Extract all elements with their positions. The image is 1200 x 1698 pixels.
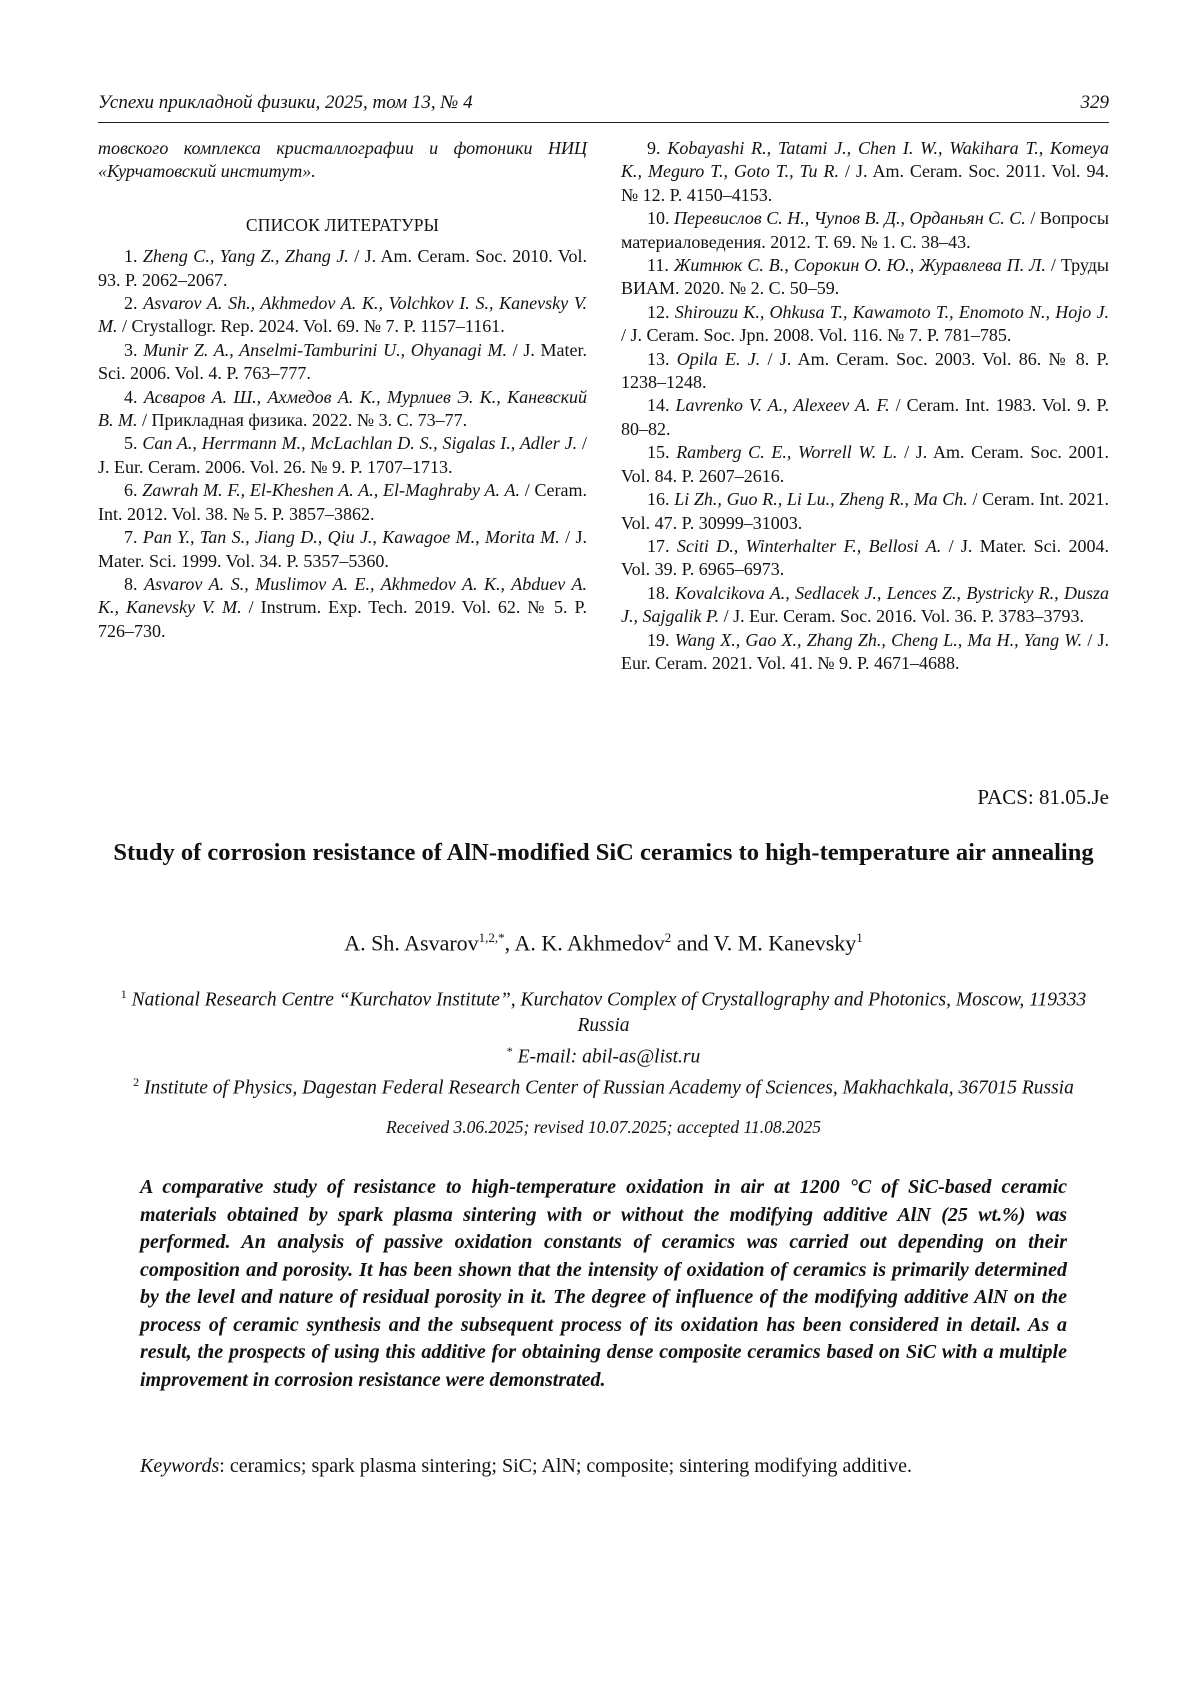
reference-source: / J. Mater. Sci. 1999. Vol. 34. P. 5357–5360. [98, 527, 587, 570]
keywords-text: : ceramics; spark plasma sintering; SiC; AlN; composite; sintering modifying additive. [219, 1455, 912, 1477]
journal-title: Успехи прикладной физики, 2025, том 13, № 4 [98, 92, 473, 114]
keywords [140, 1453, 1067, 1481]
reference-source: / Труды ВИАМ. 2020. № 2. С. 50–59. [621, 255, 1109, 298]
reference-item [98, 432, 587, 479]
author-affiliation-mark: 1,2,* [479, 930, 505, 945]
reference-source: / J. Mater. Sci. 2006. Vol. 4. P. 763–777. [98, 340, 587, 383]
reference-number: 18. [647, 583, 670, 603]
reference-number: 11. [647, 255, 669, 275]
page [0, 0, 1200, 1698]
reference-number: 7. [124, 527, 138, 547]
reference-authors: Pan Y., Tan S., Jiang D., Qiu J., Kawagoe M., Morita M. [143, 527, 560, 547]
reference-item [621, 254, 1109, 301]
affiliation-text: Institute of Physics, Dagestan Federal Research Center of Russian Academy of Sciences, Makhachkala, 367015 Russia [139, 1077, 1074, 1098]
author-line [98, 930, 1109, 956]
reference-source: / Ceram. Int. 2012. Vol. 38. № 5. P. 3857–3862. [98, 480, 587, 523]
reference-item [621, 488, 1109, 535]
pacs-code: PACS: 81.05.Je [977, 785, 1109, 810]
reference-source: / Instrum. Exp. Tech. 2019. Vol. 62. № 5. P. 726–730. [98, 597, 587, 640]
received-dates: Received 3.06.2025; revised 10.07.2025; accepted 11.08.2025 [98, 1117, 1109, 1138]
reference-source: / J. Am. Ceram. Soc. 2011. Vol. 94. № 12. P. 4150–4153. [621, 161, 1109, 204]
reference-number: 10. [647, 208, 670, 228]
reference-number: 5. [124, 433, 138, 453]
reference-source: / J. Ceram. Soc. Jpn. 2008. Vol. 116. № 7. P. 781–785. [621, 325, 1011, 345]
reference-source: / Прикладная физика. 2022. № 3. С. 73–77. [138, 410, 468, 430]
reference-item [621, 137, 1109, 207]
reference-item [621, 207, 1109, 254]
reference-number: 2. [124, 293, 138, 313]
reference-source: / J. Am. Ceram. Soc. 2010. Vol. 93. P. 2062–2067. [98, 246, 587, 289]
reference-number: 6. [124, 480, 138, 500]
reference-item [98, 292, 587, 339]
reference-item [621, 441, 1109, 488]
reference-item [98, 479, 587, 526]
reference-source: / Вопросы материаловедения. 2012. Т. 69. № 1. С. 38–43. [621, 208, 1109, 251]
reference-item [98, 526, 587, 573]
reference-number: 16. [647, 489, 670, 509]
reference-source: / Ceram. Int. 1983. Vol. 9. P. 80–82. [621, 395, 1109, 438]
author-name: A. Sh. Asvarov [344, 930, 478, 955]
reference-item [621, 535, 1109, 582]
reference-authors: Shirouzu K., Ohkusa T., Kawamoto T., Enomoto N., Hojo J. [675, 302, 1109, 322]
reference-authors: Can A., Herrmann M., McLachlan D. S., Sigalas I., Adler J. [142, 433, 577, 453]
reference-item [621, 582, 1109, 629]
reference-number: 9. [647, 138, 661, 158]
author-affiliation-mark: 1 [856, 930, 863, 945]
email-text: E-mail: abil-as@list.ru [513, 1046, 700, 1067]
reference-authors: Asvarov A. Sh., Akhmedov A. K., Volchkov I. S., Kanevsky V. M. [98, 293, 587, 336]
reference-authors: Wang X., Gao X., Zhang Zh., Cheng L., Ma H., Yang W. [675, 630, 1082, 650]
reference-item [621, 394, 1109, 441]
running-header [98, 92, 1109, 123]
reference-authors: Lavrenko V. A., Alexeev A. F. [676, 395, 890, 415]
reference-item [621, 301, 1109, 348]
reference-number: 1. [124, 246, 138, 266]
reference-list-left [98, 245, 587, 643]
reference-authors: Opila E. J. [677, 349, 761, 369]
reference-authors: Asvarov A. S., Muslimov A. E., Akhmedov A. K., Abduev A. K., Kanevsky V. M. [98, 574, 587, 617]
reference-source: / J. Mater. Sci. 2004. Vol. 39. P. 6965–6973. [621, 536, 1109, 579]
reference-source: / J. Am. Ceram. Soc. 2003. Vol. 86. № 8. P. 1238–1248. [621, 349, 1109, 392]
reference-item [98, 339, 587, 386]
email-mark: * [507, 1044, 513, 1058]
affiliation-1 [98, 982, 1109, 1039]
reference-authors: Munir Z. A., Anselmi-Tamburini U., Ohyanagi M. [143, 340, 507, 360]
affiliation-2 [98, 1070, 1109, 1101]
reference-number: 4. [124, 387, 138, 407]
reference-authors: Ramberg C. E., Worrell W. L. [676, 442, 897, 462]
author-name: V. M. Kanevsky [714, 930, 857, 955]
affiliation-mark: 2 [133, 1075, 139, 1089]
reference-source: / Crystallogr. Rep. 2024. Vol. 69. № 7. P. 1157–1161. [118, 316, 505, 336]
article-title: Study of corrosion resistance of AlN-modified SiC ceramics to high-temperature air annealing [98, 838, 1109, 868]
abstract: A comparative study of resistance to high-temperature oxidation in air at 1200 °C of SiC-based ceramic materials obtained by spark plasma sintering with or without the modifying additive AlN (25 wt.%) was performed. An analysis of passive oxidation constants of ceramics was carried out depending on their composition and porosity. It has been shown that the intensity of oxidation of ceramics is primarily determined by the level and nature of residual porosity in it. The degree of influence of the modifying additive AlN on the process of ceramic synthesis and the subsequent process of its oxidation has been considered in detail. As a result, the prospects of using this additive for obtaining dense composite ceramics based on SiC with a multiple improvement in corrosion resistance were demonstrated. [140, 1174, 1067, 1394]
reference-list-right [621, 137, 1109, 675]
reference-authors: Асваров А. Ш., Ахмедов А. К., Мурлиев Э. К., Каневский В. М. [98, 387, 587, 430]
reference-item [98, 245, 587, 292]
reference-number: 3. [124, 340, 138, 360]
affiliation-mark: 1 [121, 987, 127, 1001]
reference-number: 8. [124, 574, 138, 594]
reference-authors: Kovalcikova A., Sedlacek J., Lences Z., Bystricky R., Dusza J., Sajgalik P. [621, 583, 1109, 626]
reference-item [621, 348, 1109, 395]
reference-authors: Zawrah M. F., El-Kheshen A. A., El-Maghraby A. A. [142, 480, 520, 500]
author-separator: , [505, 930, 515, 955]
reference-number: 13. [647, 349, 670, 369]
reference-number: 15. [647, 442, 670, 462]
author-name: A. K. Akhmedov [514, 930, 664, 955]
reference-authors: Zheng C., Yang Z., Zhang J. [143, 246, 349, 266]
reference-number: 12. [647, 302, 670, 322]
reference-number: 19. [647, 630, 670, 650]
author-separator: and [671, 930, 713, 955]
author-affiliation-mark: 2 [665, 930, 672, 945]
reference-authors: Перевислов С. Н., Чупов В. Д., Орданьян С. С. [674, 208, 1026, 228]
reference-source: / Ceram. Int. 2021. Vol. 47. P. 30999–31003. [621, 489, 1109, 532]
reference-item [98, 386, 587, 433]
reference-number: 14. [647, 395, 670, 415]
references-heading: СПИСОК ЛИТЕРАТУРЫ [98, 214, 587, 237]
keywords-label: Keywords [140, 1455, 219, 1477]
reference-source: / J. Am. Ceram. Soc. 2001. Vol. 84. P. 2607–2616. [621, 442, 1109, 485]
reference-number: 17. [647, 536, 670, 556]
affiliation-text: National Research Centre “Kurchatov Institute”, Kurchatov Complex of Crystallography and Photonics, Moscow, 119333 Russia [127, 990, 1086, 1037]
reference-source: / J. Eur. Ceram. 2021. Vol. 41. № 9. P. 4671–4688. [621, 630, 1109, 673]
reference-authors: Житнюк С. В., Сорокин О. Ю., Журавлева П. Л. [674, 255, 1046, 275]
page-number: 329 [1081, 92, 1110, 114]
reference-item [621, 629, 1109, 676]
reference-authors: Li Zh., Guo R., Li Lu., Zheng R., Ma Ch. [674, 489, 968, 509]
affiliations [98, 982, 1109, 1101]
reference-source: / J. Eur. Ceram. Soc. 2016. Vol. 36. P. 3783–3793. [719, 606, 1084, 626]
right-column [621, 137, 1109, 675]
reference-item [98, 573, 587, 643]
email-line [98, 1039, 1109, 1070]
left-column [98, 137, 587, 643]
continuation-text: товского комплекса кристаллографии и фотоники НИЦ «Курчатовский институт». [98, 137, 587, 184]
reference-authors: Kobayashi R., Tatami J., Chen I. W., Wakihara T., Komeya K., Meguro T., Goto T., Tu R. [621, 138, 1109, 181]
reference-source: / J. Eur. Ceram. 2006. Vol. 26. № 9. P. 1707–1713. [98, 433, 587, 476]
reference-authors: Sciti D., Winterhalter F., Bellosi A. [677, 536, 941, 556]
